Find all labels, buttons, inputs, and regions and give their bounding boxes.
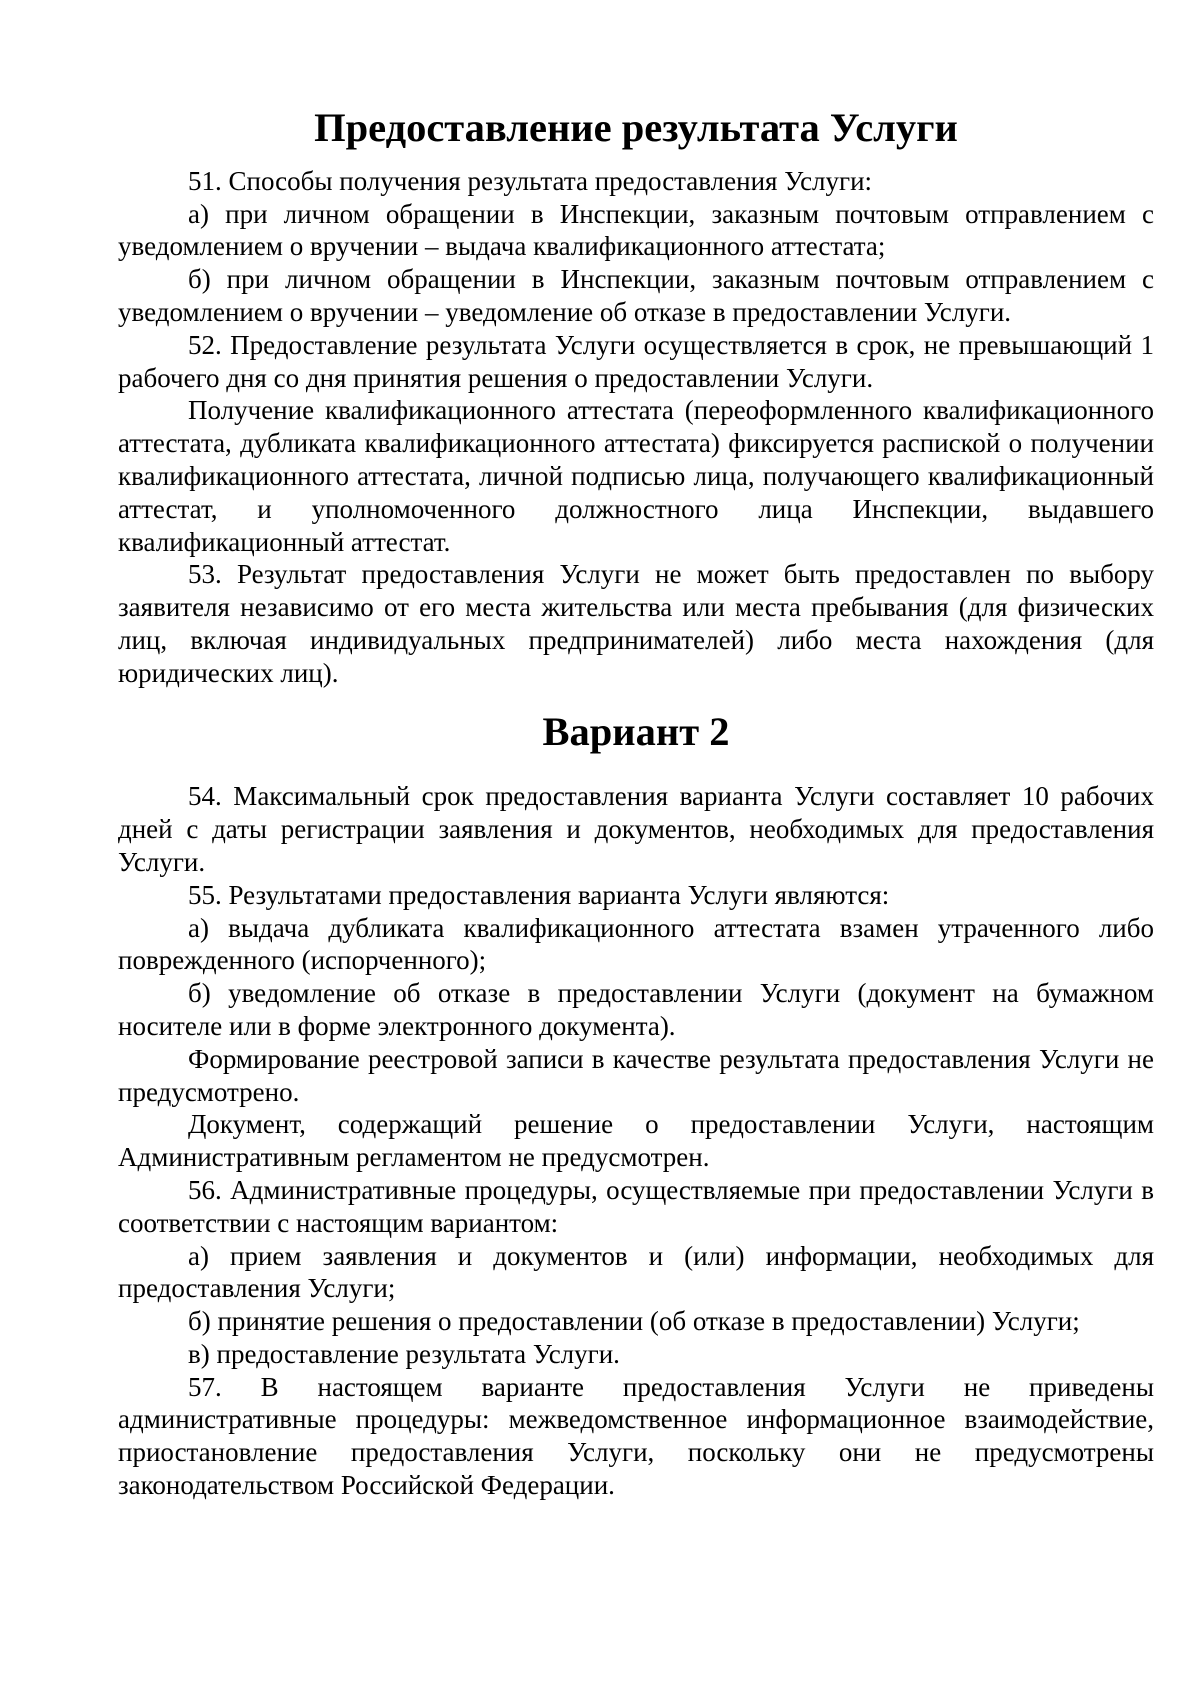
paragraph-51b: б) при личном обращении в Инспекции, заказным почтовым отправлением с уведомлением о вручении – уведомление об отказе в предоставлении Услуги. (118, 264, 1154, 327)
paragraph-52: 52. Предоставление результата Услуги осуществляется в срок, не превышающий 1 рабочего дня со дня принятия решения о предоставлении Услуги. (118, 329, 1154, 393)
paragraph-55: 55. Результатами предоставления варианта Услуги являются: (188, 879, 890, 910)
section-heading-variant-2: Вариант 2 (542, 708, 730, 754)
section-heading-result: Предоставление результата Услуги (314, 105, 958, 150)
paragraph-55b: б) уведомление об отказе в предоставлении Услуги (документ на бумажном носителе или в форме электронного документа). (118, 978, 1154, 1041)
paragraph-51: 51. Способы получения результата предоставления Услуги: (188, 165, 873, 196)
paragraph-55-registry: Формирование реестровой записи в качестве результата предоставления Услуги не предусмотрено. (118, 1043, 1154, 1107)
paragraph-55a: а) выдача дубликата квалификационного аттестата взамен утраченного либо поврежденного (испорченного); (118, 912, 1154, 976)
paragraph-53: 53. Результат предоставления Услуги не может быть предоставлен по выбору заявителя независимо от его места жительства или места пребывания (для физических лиц, включая индивидуальных предпринимателей) либо места нахождения (для юридических лиц). (118, 559, 1154, 688)
paragraph-57: 57. В настоящем варианте предоставления Услуги не приведены административные процедуры: межведомственное информационное взаимодействие, приостановление предоставления Услуги, поскольку они не предусмотрены законодательством Российской Федерации. (118, 1371, 1154, 1501)
paragraph-56: 56. Административные процедуры, осуществляемые при предоставлении Услуги в соответствии с настоящим вариантом: (118, 1174, 1154, 1238)
paragraph-56b: б) принятие решения о предоставлении (об отказе в предоставлении) Услуги; (188, 1306, 1080, 1337)
document-page (118, 105, 1154, 1502)
paragraph-55-document: Документ, содержащий решение о предоставлении Услуги, настоящим Административным регламентом не предусмотрен. (118, 1109, 1154, 1173)
paragraph-54: 54. Максимальный срок предоставления варианта Услуги составляет 10 рабочих дней с даты регистрации заявления и документов, необходимых для предоставления Услуги. (118, 781, 1154, 877)
paragraph-51a: а) при личном обращении в Инспекции, заказным почтовым отправлением с уведомлением о вручении – выдача квалификационного аттестата; (118, 198, 1154, 262)
paragraph-52-receipt: Получение квалификационного аттестата (переоформленного квалификационного аттестата, дубликата квалификационного аттестата) фиксируется распиской о получении квалификационного аттестата, личной подписью лица, получающего квалификационный аттестат, и уполномоченного должностного лица Инспекции, выдавшего квалификационный аттестат. (118, 395, 1154, 557)
paragraph-56c: в) предоставление результата Услуги. (188, 1338, 620, 1369)
paragraph-56a: а) прием заявления и документов и (или) информации, необходимых для предоставления Услуги; (118, 1240, 1154, 1304)
